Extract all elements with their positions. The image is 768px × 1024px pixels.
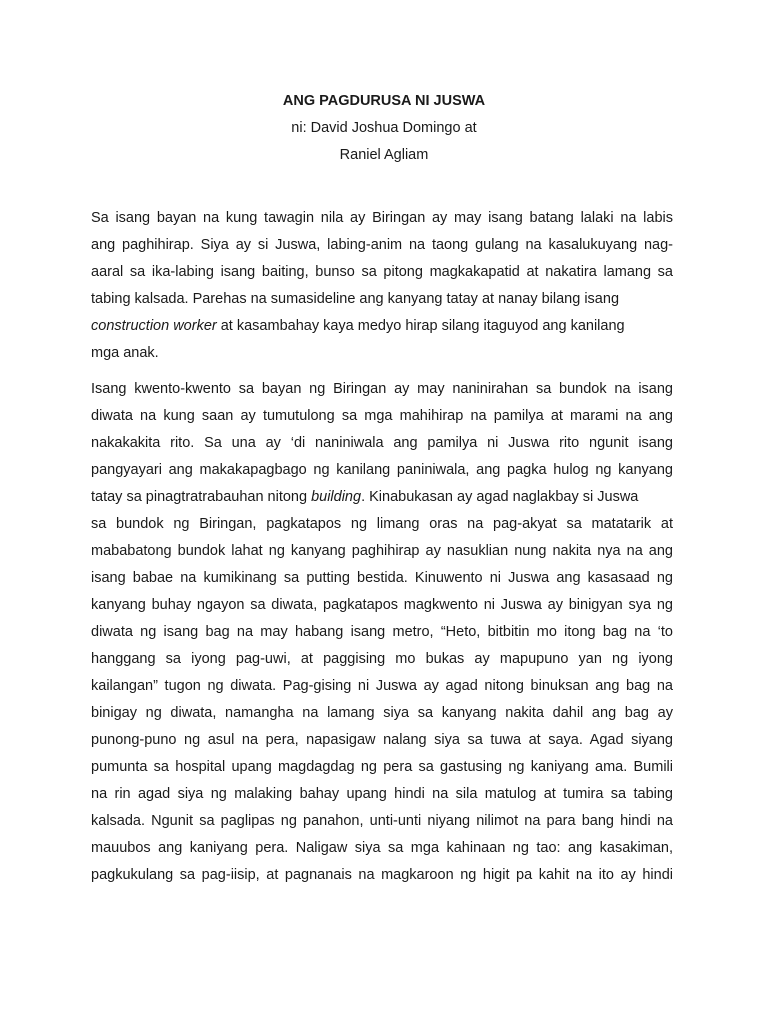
text-span: at kasambahay kaya medyo hirap silang itaguyod ang kanilang [216, 318, 625, 334]
italic-phrase: construction worker [91, 318, 217, 334]
text-span: tatay sa pinagtratrabauhan nitong [91, 489, 312, 505]
author-line-2: Raniel Agliam [339, 147, 429, 163]
text-line: kalsada. Ngunit sa paglipas ng panahon, unti-unti niyang nilimot na para bang hindi na [91, 813, 673, 829]
text-line: kanyang buhay ngayon sa diwata, pagkatapos magkwento ni Juswa ay binigyan sya ng [91, 597, 673, 613]
text-line: Isang kwento-kwento sa bayan ng Biringan ay may naninirahan sa bundok na isang [91, 381, 673, 397]
text-line: pumunta sa hospital upang magdagdag ng pera sa gastusing ng kaniyang ama. Bumili [91, 759, 673, 775]
text-line: Sa isang bayan na kung tawagin nila ay Biringan ay may isang batang lalaki na labis [91, 210, 673, 226]
text-line [91, 316, 625, 336]
text-line: ang paghihirap. Siya ay si Juswa, labing-anim na taong gulang na kasalukuyang nag- [91, 237, 673, 253]
text-line: tabing kalsada. Parehas na sumasideline ang kanyang tatay at nanay bilang isang [91, 291, 620, 307]
text-line: hanggang sa iyong pag-uwi, at paggising mo bukas ay mapupuno yan ng iyong [91, 651, 673, 667]
text-line: aaral sa ika-labing isang baiting, bunso sa pitong magkakapatid at nakatira lamang sa [91, 264, 673, 280]
text-line: pagkukulang sa pag-iisip, at pagnanais na magkaroon ng higit pa kahit na ito ay hindi [91, 867, 673, 883]
text-line: mga anak. [91, 345, 159, 361]
text-line: binigay ng diwata, namangha na lamang siya sa kanyang nakita dahil ang bag ay [91, 705, 673, 721]
page-title: ANG PAGDURUSA NI JUSWA [282, 93, 486, 109]
text-line: nakakakita rito. Sa una ay ‘di naniniwala ang pamilya ni Juswa rito ngunit isang [91, 435, 673, 451]
text-line: na rin agad siya ng malaking bahay upang hindi na sila matulog at tumira sa tabing [91, 786, 673, 802]
text-line: sa bundok ng Biringan, pagkatapos ng limang oras na pag-akyat sa matatarik at [91, 516, 673, 532]
text-line: pangyayari ang makakapagbago ng kanilang paniniwala, ang pagka hulog ng kanyang [91, 462, 673, 478]
text-span: . Kinabukasan ay agad naglakbay si Juswa [361, 489, 639, 505]
author-line-1: ni: David Joshua Domingo at [291, 120, 477, 136]
text-line: mauubos ang kaniyang pera. Naligaw siya sa mga kahinaan ng tao: ang kasakiman, [91, 840, 673, 856]
text-line: punong-puno ng asul na pera, napasigaw nalang siya sa tuwa at saya. Agad siyang [91, 732, 673, 748]
text-line: isang babae na kumikinang sa putting bestida. Kinuwento ni Juswa ang kasasaad ng [91, 570, 673, 586]
text-line: diwata na kung saan ay tumutulong sa mga mahihirap na pamilya at marami na ang [91, 408, 673, 424]
text-line [91, 487, 638, 507]
italic-phrase: building [311, 489, 362, 505]
text-line: diwata ng isang bag na may habang isang metro, “Heto, bitbitin mo itong bag na ‘to [91, 624, 673, 640]
text-line: mababatong bundok lahat ng kanyang paghihirap ay nasuklian nung nakita nya na ang [91, 543, 673, 559]
text-line: kailangan” tugon ng diwata. Pag-gising ni Juswa ay agad nitong binuksan ang bag na [91, 678, 673, 694]
